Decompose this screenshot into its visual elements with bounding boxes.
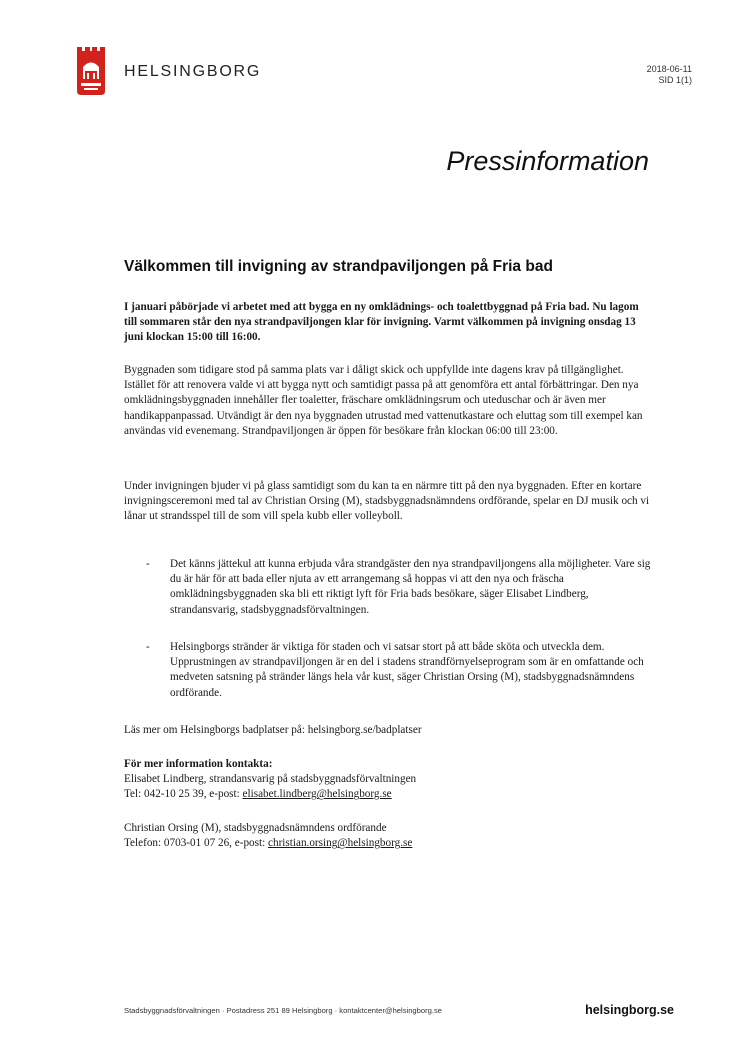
document-type-title: Pressinformation <box>446 146 649 176</box>
document-meta <box>647 64 692 86</box>
bullet-marker: - <box>146 641 150 653</box>
bullet-marker: - <box>146 558 150 570</box>
headline: Välkommen till invigning av strandpaviljongen på Fria bad <box>124 258 553 275</box>
contact-person-1: Elisabet Lindberg, strandansvarig på stadsbyggnadsförvaltningen <box>124 773 417 786</box>
email-link-christian[interactable]: christian.orsing@helsingborg.se <box>268 837 413 850</box>
body-paragraph-1: Byggnaden som tidigare stod på samma plats var i dåligt skick och uppfyllde inte dagens krav på tillgänglighet. Istället för att renovera valde vi att bygga nytt och samtidigt passa på att genomföra ett antal förbättringar. Den nya omklädningsbyggnaden innehåller fler toaletter, fräschare omklädningsrum och uteduschar och är även mer handikappanpassad. Utvändigt är den nya byggnaden utrustad med vattenutkastare och eluttag som till exempel kan användas vid evenemang. Strandpaviljongen är öppen för besökare från klockan 06:00 till 23:00. <box>124 364 643 437</box>
document-date: 2018-06-11 <box>646 64 692 74</box>
body-paragraph-2: Under invigningen bjuder vi på glass samtidigt som du kan ta en närmre titt på den nya byggnaden. Efter en kortare invigningsceremoni med tal av Christian Orsing (M), stadsbyggnadsnämndens ordförande, spelar en DJ musik och vi lånar ut strandsspel till de som vill spela kubb eller volleyboll. <box>124 480 650 523</box>
quote-text: Det känns jättekul att kunna erbjuda våra strandgäster den nya strandpaviljongens alla möjligheter. Vare sig du är här för att bada eller njuta av ett arrangemang så hoppas vi att den nya och fräscha omklädningsbyggnaden ska bli ett riktigt lyft för Fria bads besökare, säger Elisabet Lindberg, strandansvarig, stadsbyggnadsförvaltningen. <box>170 558 651 616</box>
contact-title: För mer information kontakta: <box>124 758 273 770</box>
email-link-elisabet[interactable]: elisabet.lindberg@helsingborg.se <box>242 788 392 801</box>
quote-text: Helsingborgs stränder är viktiga för staden och vi satsar stort på att både sköta och utveckla dem. Upprustningen av strandpaviljongen är en del i stadens strandförnyelseprogram som är en omfattande och medveten satsning på stränder längs hela vår kust, säger Christian Orsing (M), stadsbyggnadsnämndens ordförande. <box>170 641 644 699</box>
lead-paragraph: I januari påbörjade vi arbetet med att bygga en ny omklädnings- och toalettbyggnad på Fria bad. Nu lagom till sommaren står den nya strandpaviljongen klar för invigning. Varmt välkommen på invigning onsdag 13 juni klockan 15:00 till 16:00. <box>124 301 639 344</box>
footer-website[interactable]: helsingborg.se <box>585 1003 674 1017</box>
contact-line-2: Telefon: 0703-01 07 26, e-post: christian.orsing@helsingborg.se <box>124 837 413 850</box>
quote-bullet-1 <box>146 557 656 618</box>
contact-block-2 <box>124 821 654 851</box>
brand-name: HELSINGBORG <box>124 63 262 80</box>
page-number: SID 1(1) <box>658 75 692 85</box>
contact-person-2: Christian Orsing (M), stadsbyggnadsnämndens ordförande <box>124 822 387 834</box>
contact-block <box>124 757 654 803</box>
quote-bullet-2 <box>146 640 656 701</box>
footer-address: Stadsbyggnadsförvaltningen · Postadress 251 89 Helsingborg · kontaktcenter@helsingborg.se <box>124 1006 442 1015</box>
read-more-line: Läs mer om Helsingborgs badplatser på: helsingborg.se/badplatser <box>124 724 422 736</box>
contact-line-1: Tel: 042-10 25 39, e-post: elisabet.lindberg@helsingborg.se <box>124 788 392 801</box>
helsingborg-crest-logo <box>75 45 107 97</box>
